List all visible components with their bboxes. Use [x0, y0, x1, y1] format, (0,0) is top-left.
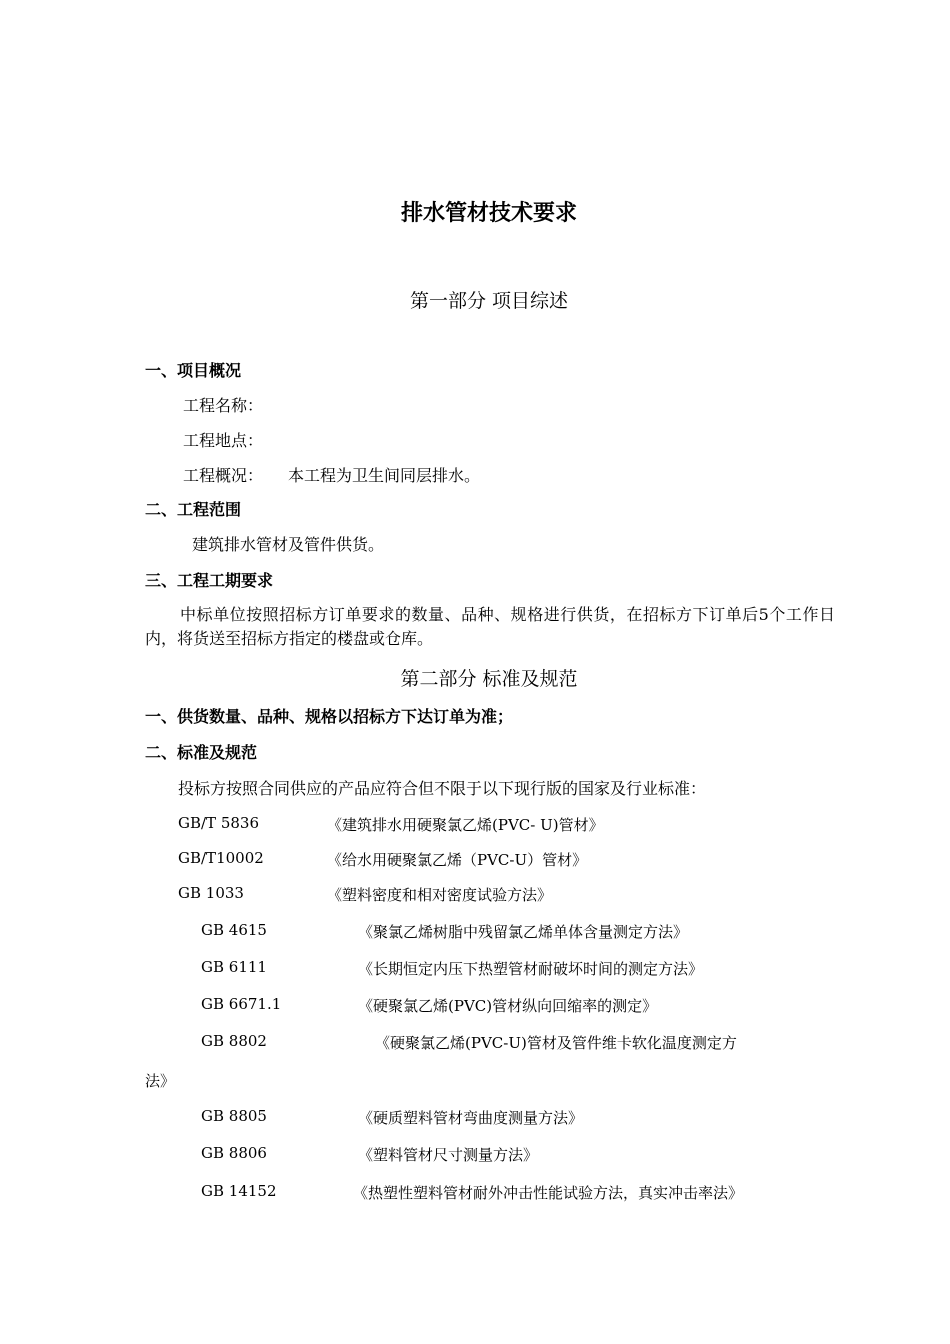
standard-code: GB 8805: [201, 1107, 267, 1125]
standard-name: 《塑料管材尺寸测量方法》: [358, 1146, 539, 1164]
standard-name: 《硬聚氯乙烯(PVC)管材纵向回缩率的测定》: [358, 997, 658, 1015]
document-title: 排水管材技术要求: [400, 201, 577, 226]
project-name-label: 工程名称：: [183, 396, 264, 415]
standard-name: 《热塑性塑料管材耐外冲击性能试验方法，真实冲击率法》: [353, 1184, 744, 1202]
section-heading-scope: 二、工程范围: [145, 500, 242, 519]
part1-heading: 第一部分 项目综述: [409, 290, 569, 312]
standard-code: GB 6671.1: [201, 995, 282, 1013]
standard-code: GB/T10002: [178, 849, 264, 867]
standard-code: GB 4615: [201, 921, 267, 939]
standard-name: 《硬质塑料管材弯曲度测量方法》: [358, 1109, 584, 1127]
project-location-label: 工程地点：: [183, 431, 264, 450]
standard-name: 《塑料密度和相对密度试验方法》: [327, 886, 553, 904]
part2-heading: 第二部分 标准及规范: [400, 668, 578, 690]
standard-code: GB 1033: [178, 884, 244, 902]
project-overview-value: 本工程为卫生间同层排水。: [288, 466, 481, 485]
standard-code: GB/T 5836: [178, 814, 260, 832]
standard-name: 《硬聚氯乙烯(PVC-U)管材及管件维卡软化温度测定方: [375, 1034, 737, 1052]
section-heading-supply: 一、供货数量、品种、规格以招标方下达订单为准；: [145, 707, 514, 726]
project-overview-label: 工程概况：: [183, 466, 264, 485]
standard-code: GB 6111: [201, 958, 267, 976]
standard-name: 《聚氯乙烯树脂中残留氯乙烯单体含量测定方法》: [358, 923, 689, 941]
section-heading-project-overview: 一、项目概况: [145, 361, 242, 380]
standard-code: GB 8806: [201, 1144, 267, 1162]
standard-code: GB 8802: [201, 1032, 267, 1050]
schedule-text: 中标单位按照招标方订单要求的数量、品种、规格进行供货，在招标方下订单后5个工作日内，将货送至招标方指定的楼盘或仓库。: [145, 605, 835, 648]
standard-name: 《长期恒定内压下热塑管材耐破坏时间的测定方法》: [358, 960, 704, 978]
standards-intro: 投标方按照合同供应的产品应符合但不限于以下现行版的国家及行业标准：: [178, 779, 707, 798]
section-heading-schedule: 三、工程工期要求: [145, 571, 274, 590]
section-heading-standards: 二、标准及规范: [145, 743, 258, 762]
standard-name: 《给水用硬聚氯乙烯（PVC-U）管材》: [327, 851, 588, 869]
scope-text: 建筑排水管材及管件供货。: [192, 535, 385, 554]
standard-name: 《建筑排水用硬聚氯乙烯(PVC- U)管材》: [327, 816, 604, 834]
standard-name-continued: 法》: [145, 1072, 176, 1090]
standard-code: GB 14152: [201, 1182, 277, 1200]
